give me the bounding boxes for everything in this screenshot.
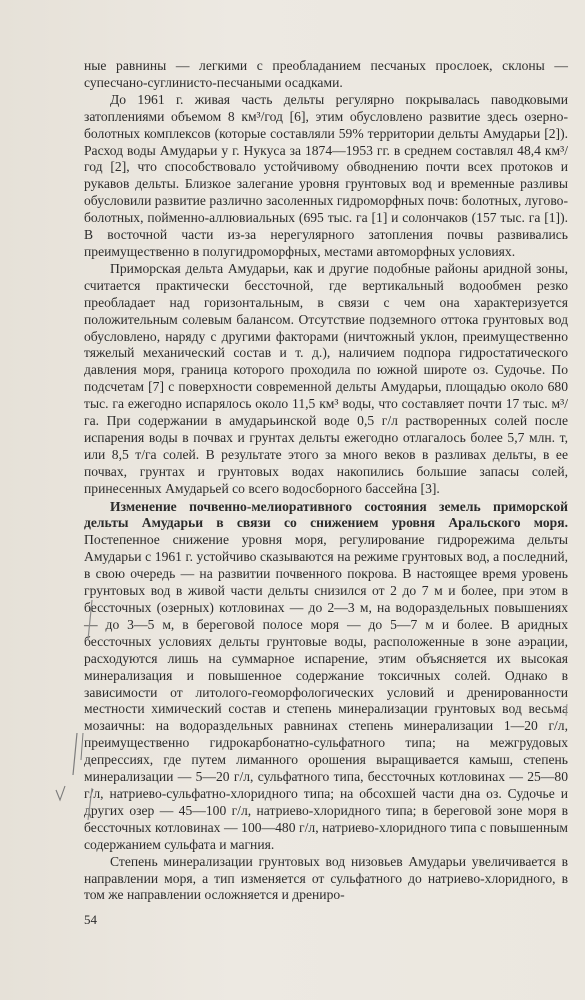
paragraph-5: Степень минерализации грунтовых вод низовьев Амударьи увеличивается в направлении моря, а тип изменяется от сульфатного до натриево-хлоридного, в том же направлении осложняется и дрениро- xyxy=(84,853,568,903)
paragraph-2: До 1961 г. живая часть дельты регулярно покрывалась паводковыми затоплениями объемом 8 км³/год [6], этим обусловлено развитие здесь озерно-болотных комплексов (которые составляли 59% территории дельты Амударьи [2]). Расход воды Амударьи у г. Нукуса за 1874—1953 гг. в среднем составлял 48,4 км³/год [2], что способствовало устойчивому обводнению почти всех протоков и рукавов дельты. Близкое залегание уровня грунтовых вод и временные разливы обусловили развитие различно засоленных гидроморфных почв: болотных, лугово-болотных, пойменно-аллювиальных (695 тыс. га [1] и солончаков (157 тыс. га [1]). В восточной части из-за нерегулярного затопления почвы развивались преимущественно в полугидроморфных, местами автоморфных условиях. xyxy=(84,91,568,259)
section-heading: Изменение почвенно-мелиоративного состояния земель приморской дельты Амударьи в связи со снижением уровня Аральского моря. xyxy=(84,498,568,531)
paragraph-4-text: Постепенное снижение уровня моря, регулирование гидрорежима дельты Амударьи с 1961 г. устойчиво сказываются на режиме грунтовых вод, а последний, в свою очередь — на развитии почвенного покрова. В настоящее время уровень грунтовых вод в живой части дельты снизился от 2 до 7 м и более, при этом в бессточных (озерных) котловинах — до 2—3 м, на водораздельных повышениях — до 3—5 м, в береговой полосе моря — до 5—7 м и более. В аридных бессточных условиях дельты грунтовые воды, расположенные в зоне аэрации, расходуются лишь на суммарное испарение, этим объясняется их высокая минерализация и повышенное содержание токсичных солей. Однако в зависимости от литолого-геоморфологических условий и дренированности местности химический состав и степень минерализации грунтовых вод весьма мозаичны: на водораздельных равнинах степень минерализации 1—20 г/л, преимущественно гидрокарбонатно-сульфатного типа; на межгрудовых депрессиях, где путем лиманного орошения выращивается камыш, степень минерализации — 5—20 г/л, сульфатного типа, бессточных котловинах — 25—80 г/л, натриево-сульфатно-хлоридного типа; на обсохшей части дна оз. Судочье и других озер — 45—100 г/л, натриево-хлоридного типа; в береговой зоне моря в бессточных котловинах — 100—480 г/л, натриево-хлоридного типа с повышенным содержанием сульфата и магния. xyxy=(84,532,568,852)
paragraph-3: Приморская дельта Амударьи, как и другие подобные районы аридной зоны, считается практически бессточной, где вертикальный водообмен резко преобладает над горизонтальным, в связи с чем она характеризуется положительным солевым балансом. Отсутствие подземного оттока грунтовых вод обусловлено, наряду с другими факторами (ничтожный уклон, преимущественно тяжелый механический состав и т. д.), наличием подпора гидростатического давления моря, граница которого проходила по южной широте оз. Судочье. По подсчетам [7] с поверхности современной дельты Амударьи, площадью около 680 тыс. га ежегодно испарялось около 11,5 км³ воды, что составляет почти 17 тыс. м³/га. При содержании в амударьинской воде 0,5 г/л растворенных солей после испарения воды в почвах и грунтах дельты ежегодно отлагалось более 5,7 млн. т, или 8,5 т/га солей. В результате этого за много веков в разливах дельты, в ее почвах, грунтах и грунтовых водах накопились большие запасы солей, принесенных Амударьей со всего водосборного бассейна [3]. xyxy=(84,260,568,496)
page-number: 54 xyxy=(84,912,97,927)
paragraph-1: ные равнины — легкими с преобладанием песчаных прослоек, склоны — супесчано-суглинисто-песчаными осадками. xyxy=(84,58,568,90)
